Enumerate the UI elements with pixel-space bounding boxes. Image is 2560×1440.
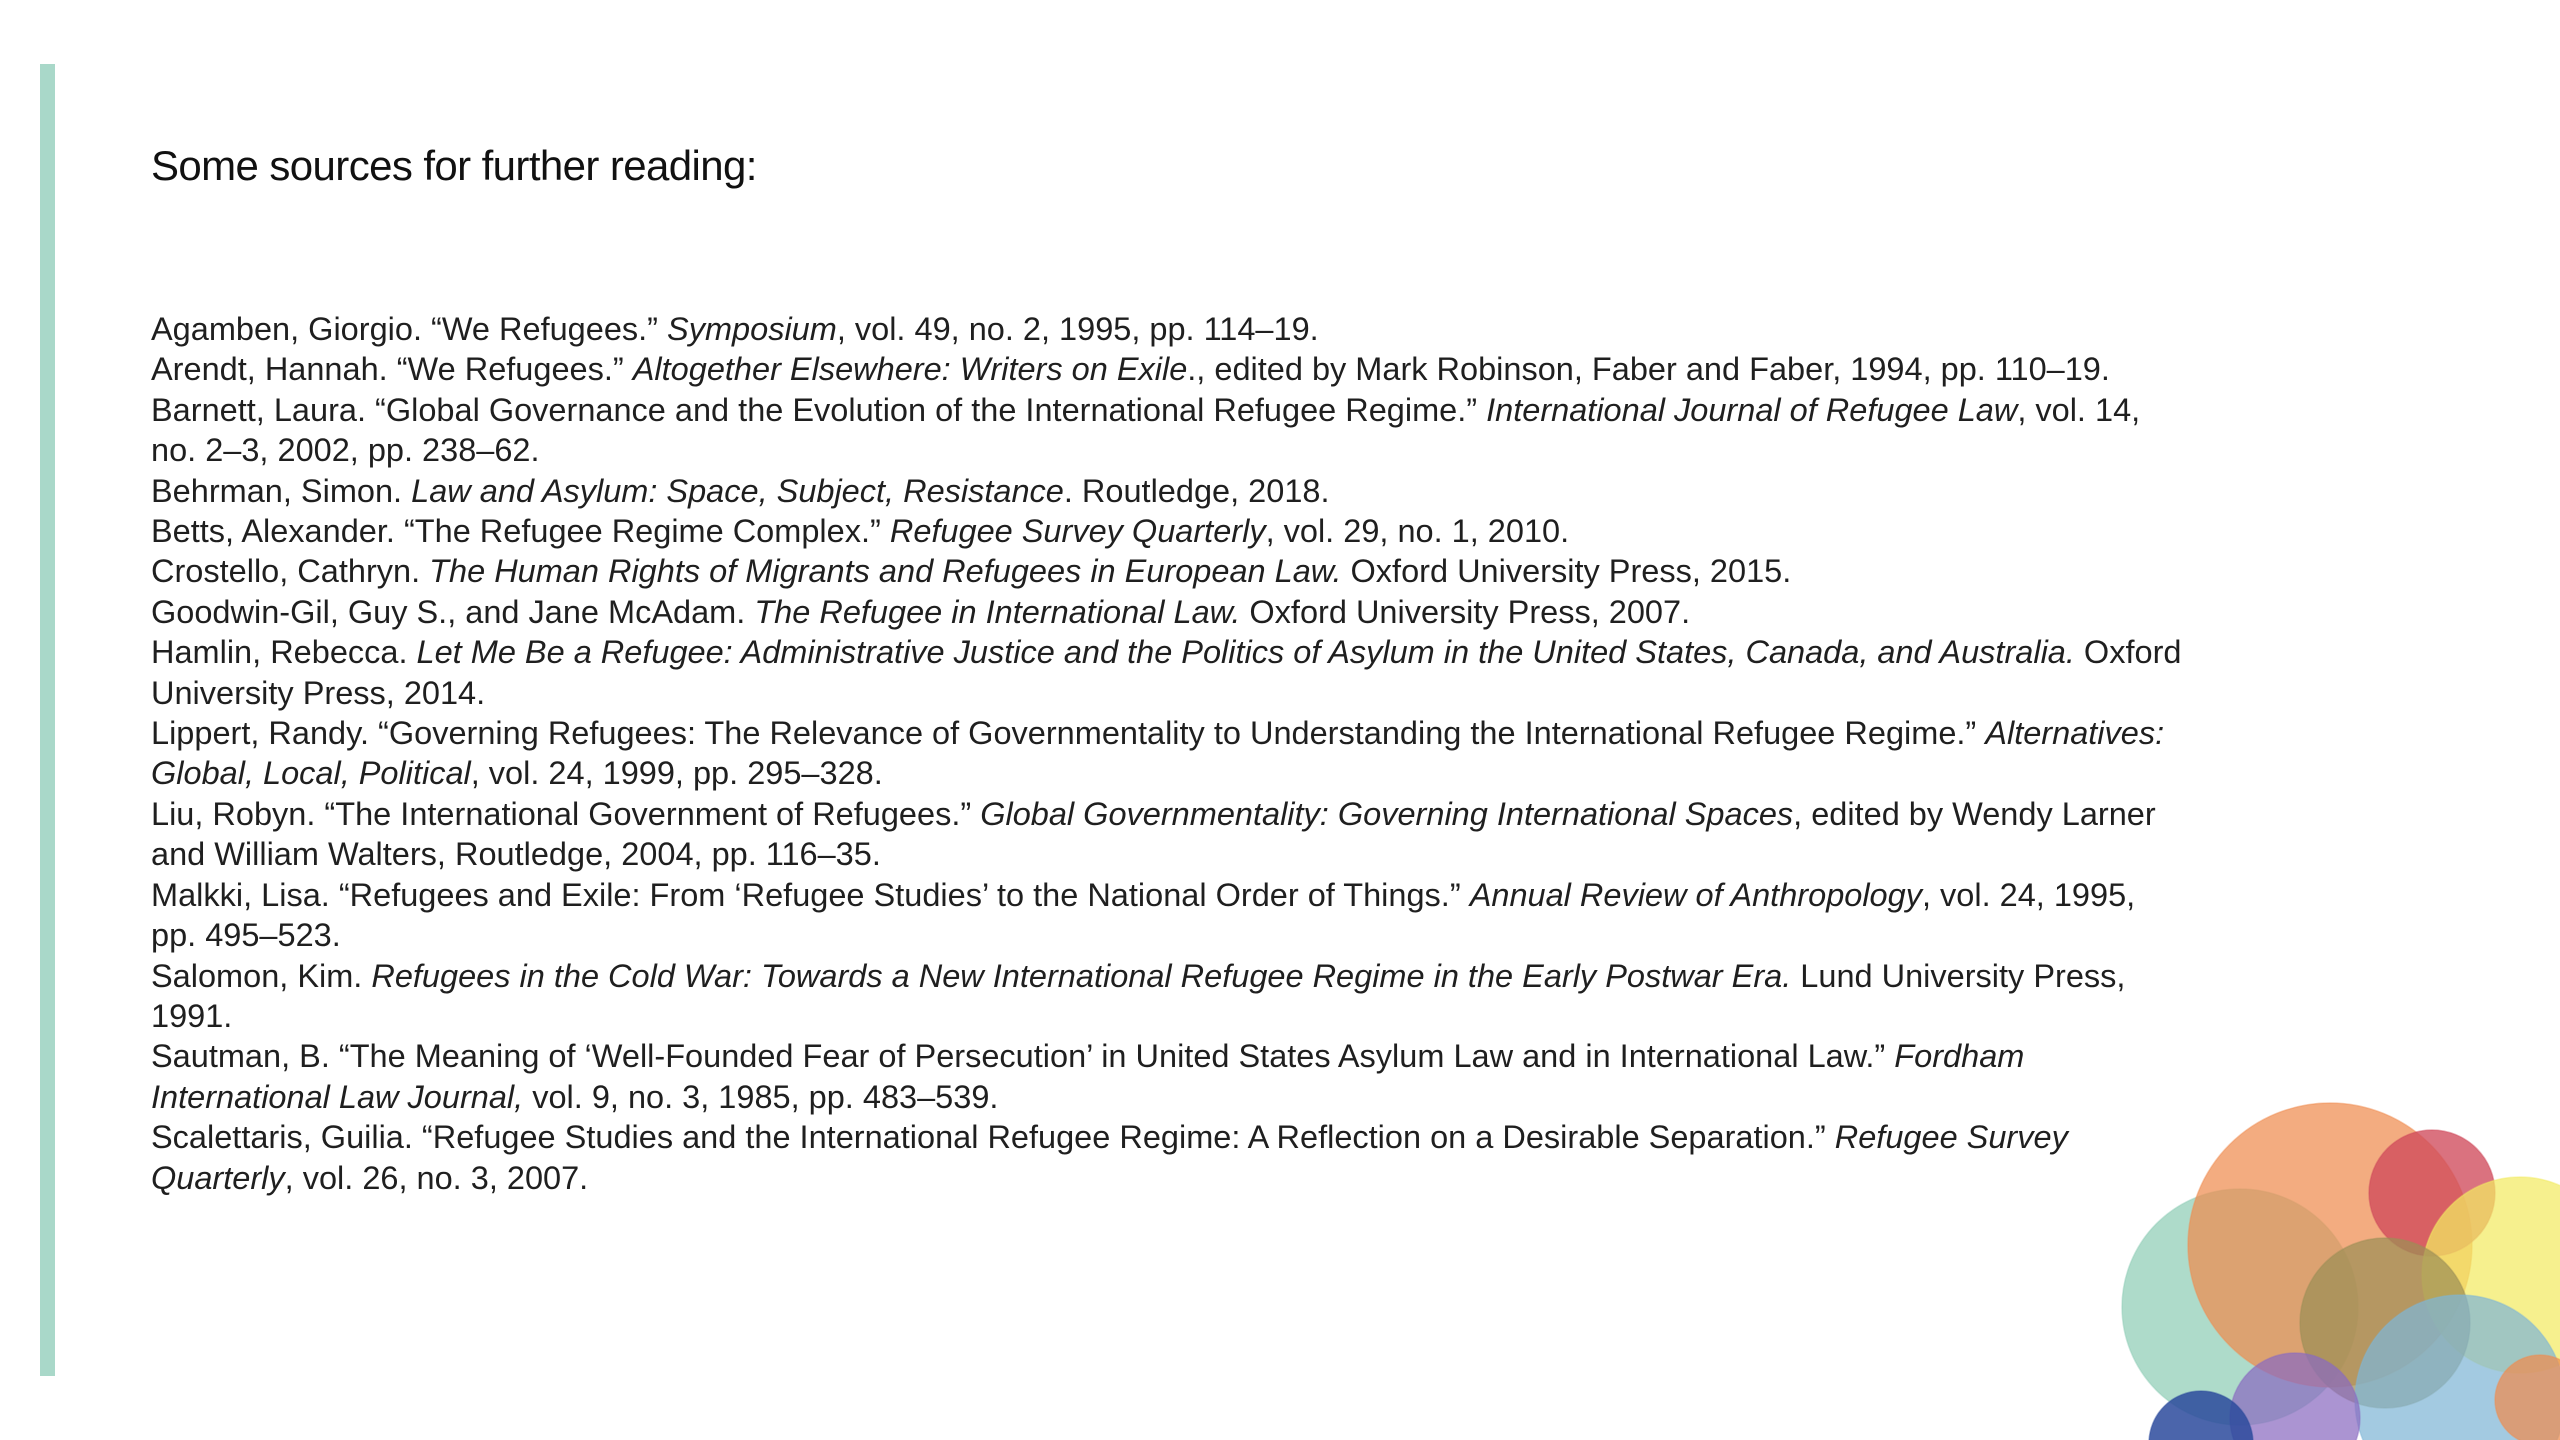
- reference-work-title: Refugees in the Cold War: Towards a New International Refugee Regime in the Early Postwar Era.: [371, 957, 1792, 994]
- reference-text: Barnett, Laura. “Global Governance and the Evolution of the International Refugee Regime.”: [151, 391, 1487, 428]
- reference-entry: [151, 632, 2186, 713]
- reference-entry: [151, 592, 2186, 632]
- reference-work-title: Refugee Survey Quarterly: [151, 1119, 2068, 1196]
- reference-details: Oxford University Press, 2015.: [1341, 553, 1792, 590]
- reference-entry: [151, 390, 2186, 471]
- reference-work-title: Annual Review of Anthropology: [1469, 876, 1922, 913]
- reference-text: Sautman, B. “The Meaning of ‘Well-Founded Fear of Persecution’ in United States Asylum Law and in International Law.”: [151, 1038, 1895, 1075]
- reference-entry: [151, 349, 2186, 389]
- reference-text: Goodwin-Gil, Guy S., and Jane McAdam.: [151, 593, 755, 630]
- reference-list: [151, 309, 2186, 1198]
- reference-text: Arendt, Hannah. “We Refugees.”: [151, 351, 633, 388]
- reference-text: Lippert, Randy. “Governing Refugees: The Relevance of Governmentality to Understanding the International Refugee Regime.”: [151, 715, 1986, 752]
- reference-entry: [151, 875, 2186, 956]
- reference-text: Behrman, Simon.: [151, 472, 412, 509]
- slide-title: Some sources for further reading:: [151, 142, 757, 189]
- reference-text: Malkki, Lisa. “Refugees and Exile: From ‘Refugee Studies’ to the National Order of Things.”: [151, 876, 1470, 913]
- reference-work-title: Refugee Survey Quarterly: [889, 513, 1266, 550]
- reference-entry: [151, 713, 2186, 794]
- reference-text: Scalettaris, Guilia. “Refugee Studies and the International Refugee Regime: A Reflection on a Desirable Separation.”: [151, 1119, 1835, 1156]
- reference-details: . Routledge, 2018.: [1063, 472, 1330, 509]
- reference-work-title: Symposium: [667, 311, 837, 347]
- reference-details: , edited by Wendy Larner and William Walters, Routledge, 2004, pp. 116–35.: [151, 795, 2156, 873]
- reference-details: , vol. 49, no. 2, 1995, pp. 114–19.: [836, 311, 1319, 347]
- reference-details: Oxford University Press, 2014.: [151, 634, 2182, 711]
- reference-details: , vol. 29, no. 1, 2010.: [1265, 513, 1570, 550]
- reference-text: Liu, Robyn. “The International Government of Refugees.”: [151, 795, 981, 832]
- reference-work-title: Alternatives: Global, Local, Political: [151, 715, 2165, 792]
- reference-text: Agamben, Giorgio. “We Refugees.”: [151, 311, 668, 347]
- reference-entry: [151, 794, 2186, 875]
- reference-text: Salomon, Kim.: [151, 957, 372, 994]
- reference-entry: [151, 1117, 2186, 1198]
- reference-text: Hamlin, Rebecca.: [151, 634, 417, 671]
- reference-details: , vol. 26, no. 3, 2007.: [284, 1159, 589, 1196]
- reference-work-title: International Journal of Refugee Law: [1486, 391, 2018, 428]
- reference-details: Lund University Press, 1991.: [151, 957, 2126, 1034]
- reference-work-title: Let Me Be a Refugee: Administrative Justice and the Politics of Asylum in the United States, Canada, and Australia.: [416, 634, 2075, 671]
- reference-entry: [151, 956, 2186, 1037]
- reference-entry: [151, 551, 2186, 591]
- reference-entry: [151, 471, 2186, 511]
- reference-details: , vol. 24, 1999, pp. 295–328.: [470, 755, 883, 792]
- reference-work-title: Altogether Elsewhere: Writers on Exile: [632, 351, 1188, 388]
- reference-entry: [151, 511, 2186, 551]
- reference-work-title: The Human Rights of Migrants and Refugees in European Law.: [429, 553, 1342, 590]
- reference-work-title: The Refugee in International Law.: [754, 593, 1241, 630]
- reference-details: Oxford University Press, 2007.: [1240, 593, 1691, 630]
- reference-details: , vol. 24, 1995, pp. 495–523.: [151, 876, 2136, 954]
- reference-work-title: Law and Asylum: Space, Subject, Resistance: [411, 472, 1064, 509]
- reference-entry: [151, 309, 2186, 349]
- reference-text: Crostello, Cathryn.: [151, 553, 430, 590]
- reference-work-title: Global Governmentality: Governing International Spaces: [980, 795, 1794, 832]
- reference-details: ., edited by Mark Robinson, Faber and Faber, 1994, pp. 110–19.: [1187, 351, 2110, 388]
- decorative-bubbles: [2080, 1100, 2560, 1440]
- accent-bar: [40, 64, 55, 1376]
- reference-work-title: Fordham International Law Journal,: [151, 1038, 2025, 1115]
- reference-details: , vol. 14, no. 2–3, 2002, pp. 238–62.: [151, 391, 2141, 469]
- reference-details: vol. 9, no. 3, 1985, pp. 483–539.: [523, 1078, 999, 1115]
- reference-entry: [151, 1036, 2186, 1117]
- reference-text: Betts, Alexander. “The Refugee Regime Complex.”: [151, 513, 890, 550]
